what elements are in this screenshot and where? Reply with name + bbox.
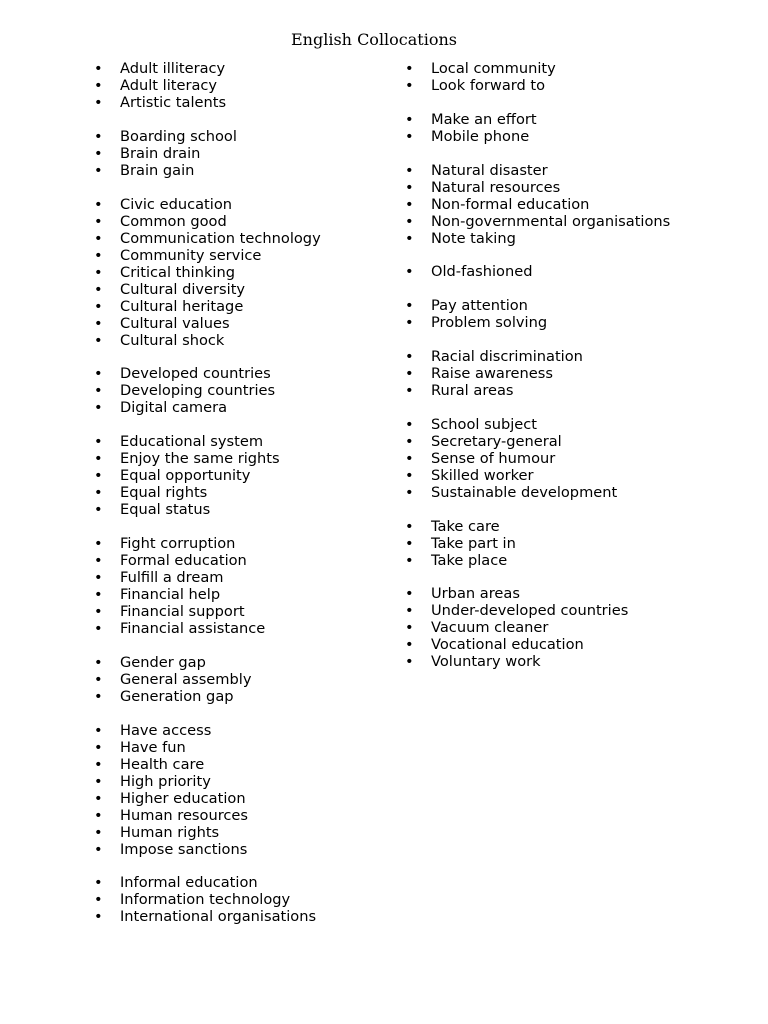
list-item: • Cultural values <box>94 315 394 332</box>
list-item: • Take part in <box>405 535 745 552</box>
list-item: • Civic education <box>94 196 394 213</box>
collocation-group <box>94 128 394 179</box>
list-item: • Brain drain <box>94 145 394 162</box>
left-column <box>94 60 394 942</box>
list-item: • International organisations <box>94 908 394 925</box>
list-item: • Look forward to <box>405 77 745 94</box>
list-item: • Human resources <box>94 807 394 824</box>
collocation-group <box>94 365 394 416</box>
list-item: • Common good <box>94 213 394 230</box>
list-item: • Brain gain <box>94 162 394 179</box>
list-item: • Educational system <box>94 433 394 450</box>
list-item: • Rural areas <box>405 382 745 399</box>
list-item: • Human rights <box>94 824 394 841</box>
list-item: • Financial help <box>94 586 394 603</box>
list-item: • Developing countries <box>94 382 394 399</box>
collocation-group <box>405 111 745 145</box>
list-item: • Natural disaster <box>405 162 745 179</box>
list-item: • Make an effort <box>405 111 745 128</box>
list-item: • Impose sanctions <box>94 841 394 858</box>
collocation-group <box>405 263 745 280</box>
list-item: • Adult literacy <box>94 77 394 94</box>
list-item: • Have access <box>94 722 394 739</box>
collocation-group <box>405 585 745 670</box>
list-item: • Gender gap <box>94 654 394 671</box>
list-item: • Take place <box>405 552 745 569</box>
list-item: • Non-formal education <box>405 196 745 213</box>
collocation-group <box>94 654 394 705</box>
list-item: • Financial support <box>94 603 394 620</box>
collocation-group <box>94 60 394 111</box>
list-item: • Racial discrimination <box>405 348 745 365</box>
list-item: • Fight corruption <box>94 535 394 552</box>
list-item: • Sustainable development <box>405 484 745 501</box>
list-item: • Information technology <box>94 891 394 908</box>
collocation-group <box>405 348 745 399</box>
list-item: • School subject <box>405 416 745 433</box>
list-item: • High priority <box>94 773 394 790</box>
list-item: • Raise awareness <box>405 365 745 382</box>
list-item: • Critical thinking <box>94 264 394 281</box>
list-item: • Fulfill a dream <box>94 569 394 586</box>
collocation-group <box>94 874 394 925</box>
list-item: • Communication technology <box>94 230 394 247</box>
list-item: • Informal education <box>94 874 394 891</box>
list-item: • Cultural heritage <box>94 298 394 315</box>
list-item: • Natural resources <box>405 179 745 196</box>
list-item: • Mobile phone <box>405 128 745 145</box>
list-item: • Take care <box>405 518 745 535</box>
list-item: • Adult illiteracy <box>94 60 394 77</box>
list-item: • Have fun <box>94 739 394 756</box>
list-item: • Non-governmental organisations <box>405 213 745 230</box>
list-item: • Financial assistance <box>94 620 394 637</box>
list-item: • Generation gap <box>94 688 394 705</box>
collocation-group <box>405 416 745 501</box>
list-item: • Problem solving <box>405 314 745 331</box>
list-item: • Digital camera <box>94 399 394 416</box>
list-item: • Equal rights <box>94 484 394 501</box>
list-item: • Equal opportunity <box>94 467 394 484</box>
list-item: • Sense of humour <box>405 450 745 467</box>
list-item: • Local community <box>405 60 745 77</box>
collocation-group <box>94 535 394 637</box>
list-item: • Community service <box>94 247 394 264</box>
list-item: • Artistic talents <box>94 94 394 111</box>
collocation-group <box>94 722 394 858</box>
page-title: English Collocations <box>291 30 457 49</box>
list-item: • Old-fashioned <box>405 263 745 280</box>
list-item: • Cultural diversity <box>94 281 394 298</box>
list-item: • Cultural shock <box>94 332 394 349</box>
collocation-group <box>405 60 745 94</box>
list-item: • Higher education <box>94 790 394 807</box>
list-item: • Boarding school <box>94 128 394 145</box>
right-column <box>405 60 745 687</box>
list-item: • Under-developed countries <box>405 602 745 619</box>
list-item: • Enjoy the same rights <box>94 450 394 467</box>
list-item: • Developed countries <box>94 365 394 382</box>
collocation-group <box>94 433 394 518</box>
list-item: • Vocational education <box>405 636 745 653</box>
collocation-group <box>405 297 745 331</box>
list-item: • Skilled worker <box>405 467 745 484</box>
list-item: • Formal education <box>94 552 394 569</box>
list-item: • General assembly <box>94 671 394 688</box>
collocation-group <box>405 518 745 569</box>
collocation-group <box>405 162 745 247</box>
list-item: • Equal status <box>94 501 394 518</box>
list-item: • Note taking <box>405 230 745 247</box>
list-item: • Vacuum cleaner <box>405 619 745 636</box>
collocation-group <box>94 196 394 349</box>
list-item: • Urban areas <box>405 585 745 602</box>
list-item: • Pay attention <box>405 297 745 314</box>
list-item: • Health care <box>94 756 394 773</box>
list-item: • Voluntary work <box>405 653 745 670</box>
list-item: • Secretary-general <box>405 433 745 450</box>
